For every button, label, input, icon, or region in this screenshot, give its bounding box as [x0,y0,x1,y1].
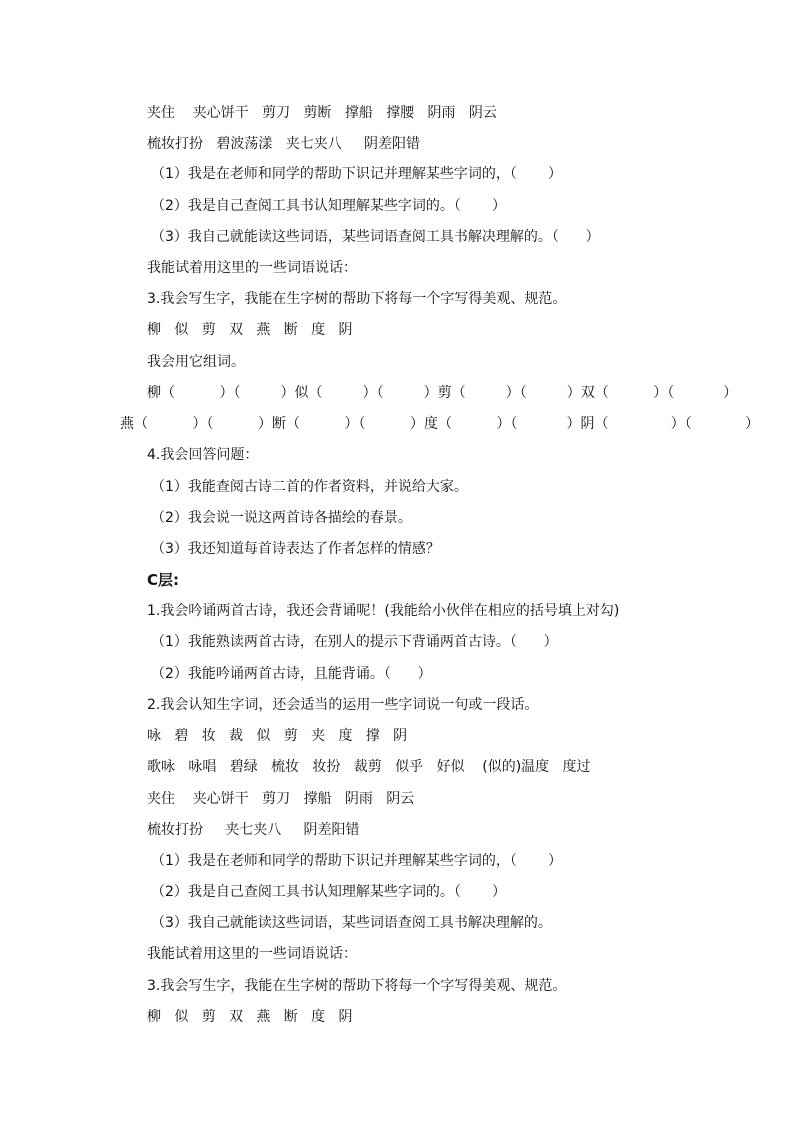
c-check-item-2: （2）我能吟诵两首古诗，且能背诵。（ ） [151,666,432,682]
c-vocab-line-1: 歌咏 咏唱 碧绿 梳妆 妆扮 裁剪 似乎 好似 (似的)温度 度过 [147,759,591,775]
c-vocab-line-3: 梳妆打扮 夹七夹八 阴差阳错 [147,822,360,838]
vocab-line-1: 夹住 夹心饼干 剪刀 剪断 撑船 撑腰 阴雨 阴云 [147,105,497,121]
question-2: （2）我会说一说这两首诗各描绘的春景。 [151,510,412,526]
c-char-row-2: 柳 似 剪 双 燕 断 度 阴 [147,1009,353,1025]
c-task-3-heading: 3.我会写生字，我能在生字树的帮助下将每一个字写得美观、规范。 [147,978,567,994]
c-check-item-3: （1）我是在老师和同学的帮助下识记并理解某些字词的，（ ） [151,853,563,869]
char-row: 柳 似 剪 双 燕 断 度 阴 [147,322,353,338]
speak-prompt: 我能试着用这里的一些词语说话： [147,260,357,276]
word-form-prompt: 我会用它组词。 [147,354,245,370]
c-task-2-heading: 2.我会认知生字词，还会适当的运用一些字词说一句或一段话。 [147,697,539,713]
section-c-heading: C层: [147,571,180,589]
c-check-item-4: （2）我是自己查阅工具书认知理解某些字词的。（ ） [151,884,507,900]
task-3-heading: 3.我会写生字，我能在生字树的帮助下将每一个字写得美观、规范。 [147,291,567,307]
task-4-heading: 4.我会回答问题： [147,447,259,463]
vocab-line-2: 梳妆打扮 碧波荡漾 夹七夹八 阴差阳错 [147,136,420,152]
question-3: （3）我还知道每首诗表达了作者怎样的情感？ [151,541,440,557]
word-form-row-2: 燕（ ）（ ）断（ ）（ ）度（ ）（ ）阴（ ）（ ） [120,416,760,432]
c-speak-prompt: 我能试着用这里的一些词语说话： [147,946,357,962]
c-vocab-line-2: 夹住 夹心饼干 剪刀 撑船 阴雨 阴云 [147,791,415,807]
check-item-2: （2）我是自己查阅工具书认知理解某些字词的。（ ） [151,198,507,214]
c-char-row: 咏 碧 妆 裁 似 剪 夹 度 撑 阴 [147,728,408,744]
question-1: （1）我能查阅古诗二首的作者资料，并说给大家。 [151,479,468,495]
c-check-item-1: （1）我能熟读两首古诗，在别人的提示下背诵两首古诗。（ ） [151,634,558,650]
check-item-1: （1）我是在老师和同学的帮助下识记并理解某些字词的，（ ） [151,166,563,182]
word-form-row-1: 柳（ ）（ ）似（ ）（ ）剪（ ）（ ）双（ ）（ ） [147,385,738,401]
check-item-3: （3）我自己就能读这些词语，某些词语查阅工具书解决理解的。（ ） [151,229,600,245]
c-check-item-5: （3）我自己就能读这些词语，某些词语查阅工具书解决理解的。 [151,915,552,931]
c-task-1-heading: 1.我会吟诵两首古诗，我还会背诵呢！(我能给小伙伴在相应的括号填上对勾) [147,603,620,619]
